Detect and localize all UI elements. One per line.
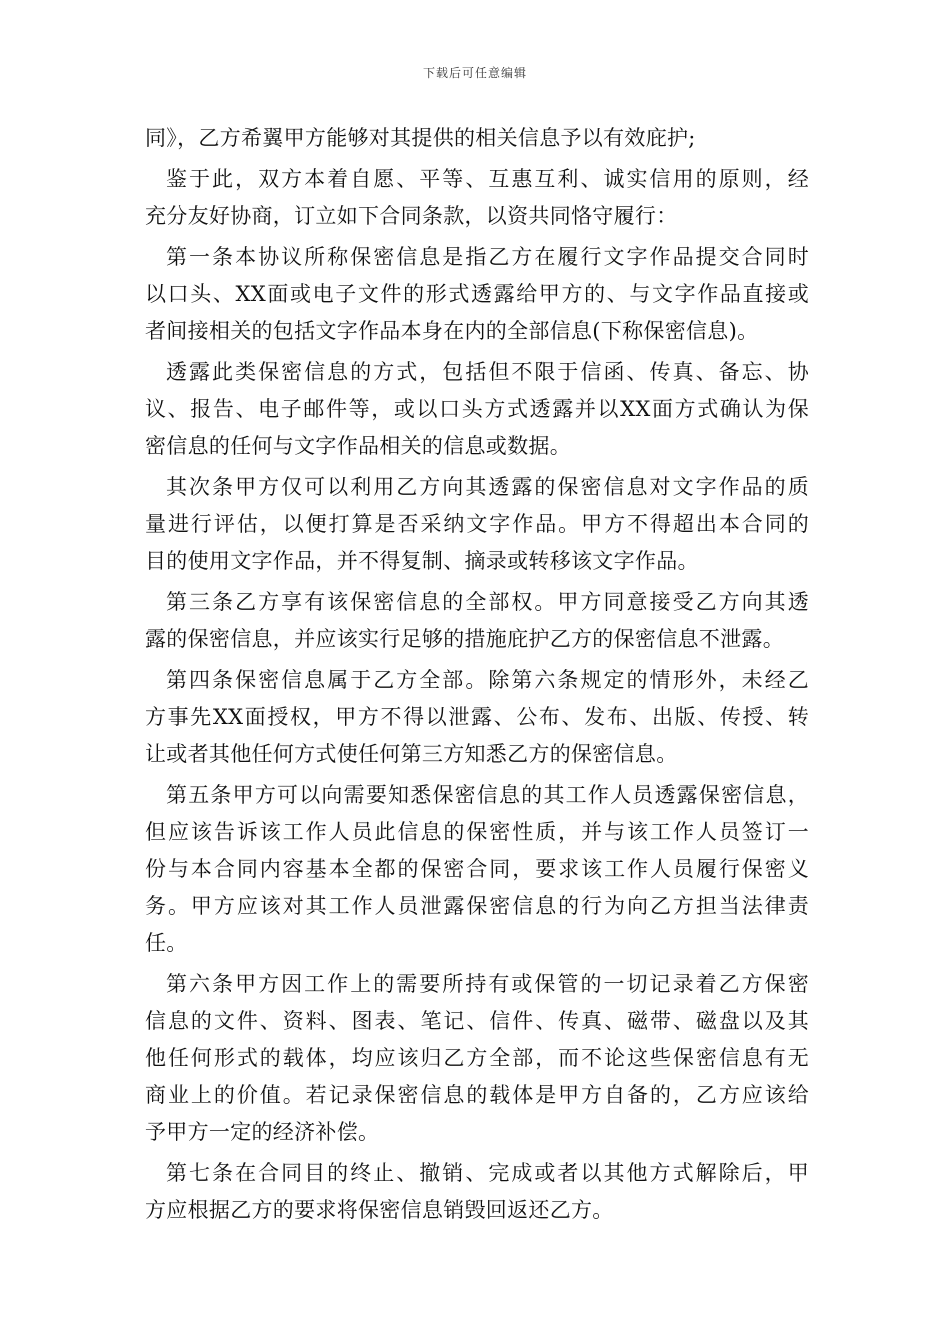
text-line: 让或者其他任何方式使任何第三方知悉乙方的保密信息。	[145, 742, 678, 766]
text-line: 第一条本协议所称保密信息是指乙方在履行文字作品提交合同时	[166, 245, 809, 269]
paragraph-article-4	[145, 662, 809, 773]
text-line: 密信息的任何与文字作品相关的信息或数据。	[145, 434, 571, 458]
text-line: 议、报告、电子邮件等，或以口头方式透露并以XX面方式确认为保	[145, 397, 809, 421]
paragraph-disclosure-methods	[145, 354, 809, 465]
paragraph-article-6	[145, 966, 809, 1151]
text-line: 商业上的价值。若记录保密信息的载体是甲方自备的，乙方应该给	[145, 1083, 809, 1107]
text-line: 同》，乙方希翼甲方能够对其提供的相关信息予以有效庇护;	[145, 126, 696, 150]
text-line: 方应根据乙方的要求将保密信息销毁回返还乙方。	[145, 1198, 614, 1222]
text-line: 透露此类保密信息的方式，包括但不限于信函、传真、备忘、协	[166, 360, 809, 384]
text-line: 信息的文件、资料、图表、笔记、信件、传真、磁带、磁盘以及其	[145, 1009, 809, 1033]
text-line: 第六条甲方因工作上的需要所持有或保管的一切记录着乙方保密	[166, 972, 809, 996]
text-line: 第三条乙方享有该保密信息的全部权。甲方同意接受乙方向其透	[166, 590, 809, 614]
text-line: 他任何形式的载体，均应该归乙方全部，而不论这些保密信息有无	[145, 1046, 809, 1070]
text-line: 份与本合同内容基本全都的保密合同，要求该工作人员履行保密义	[145, 857, 809, 881]
text-line: 第七条在合同目的终止、撤销、完成或者以其他方式解除后，甲	[166, 1161, 809, 1185]
paragraph-article-3	[145, 584, 809, 658]
paragraph-article-1	[145, 239, 809, 350]
text-line: 量进行评估，以便打算是否采纳文字作品。甲方不得超出本合同的	[145, 512, 809, 536]
text-line: 予甲方一定的经济补偿。	[145, 1120, 380, 1144]
text-line: 充分友好协商，订立如下合同条款，以资共同恪守履行：	[145, 204, 678, 228]
text-line: 但应该告诉该工作人员此信息的保密性质，并与该工作人员签订一	[145, 820, 809, 844]
paragraph-article-2	[145, 469, 809, 580]
text-line: 目的使用文字作品，并不得复制、摘录或转移该文字作品。	[145, 549, 699, 573]
text-line: 任。	[145, 931, 188, 955]
text-line: 务。甲方应该对其工作人员泄露保密信息的行为向乙方担当法律责	[145, 894, 809, 918]
text-line: 第五条甲方可以向需要知悉保密信息的其工作人员透露保密信息，	[166, 783, 809, 807]
text-line: 第四条保密信息属于乙方全部。除第六条规定的情形外，未经乙	[166, 668, 809, 692]
paragraph-article-7	[145, 1155, 809, 1229]
text-line: 以口头、XX面或电子文件的形式透露给甲方的、与文字作品直接或	[145, 282, 809, 306]
text-line: 方事先XX面授权，甲方不得以泄露、公布、发布、出版、传授、转	[145, 705, 809, 729]
page-header: 下载后可任意编辑	[422, 66, 527, 80]
paragraph-article-5	[145, 777, 809, 962]
text-line: 鉴于此，双方本着自愿、平等、互惠互利、诚实信用的原则，经	[166, 167, 809, 191]
paragraph-continuation	[145, 120, 809, 157]
paragraph-preamble	[145, 161, 809, 235]
text-line: 其次条甲方仅可以利用乙方向其透露的保密信息对文字作品的质	[166, 475, 809, 499]
document-body	[145, 120, 809, 1233]
text-line: 露的保密信息，并应该实行足够的措施庇护乙方的保密信息不泄露。	[145, 627, 784, 651]
text-line: 者间接相关的包括文字作品本身在内的全部信息(下称保密信息)。	[145, 319, 759, 343]
